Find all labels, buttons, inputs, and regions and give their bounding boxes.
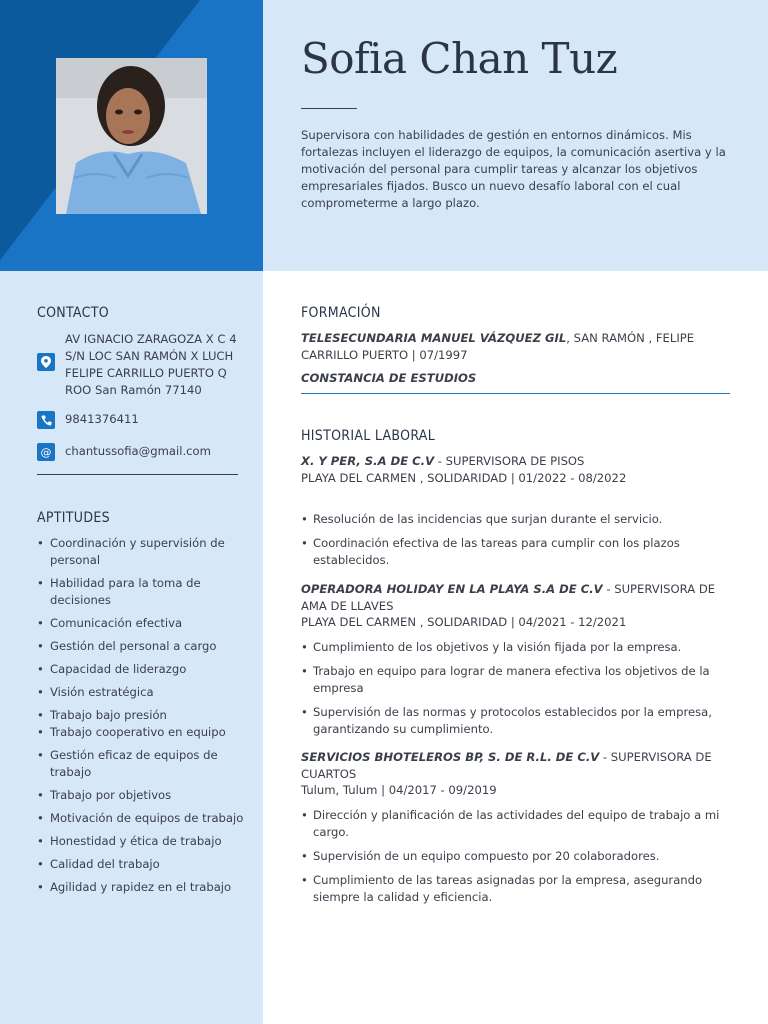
school-name: TELESECUNDARIA MANUEL VÁZQUEZ GIL (301, 331, 567, 345)
job-bullet: • Resolución de las incidencias que surjan durante el servicio. (301, 511, 731, 528)
skill-item: • Calidad del trabajo (37, 856, 252, 873)
job-bullet: • Supervisión de las normas y protocolos establecidos por la empresa, garantizando su cumplimiento. (301, 704, 731, 738)
header-decor (0, 0, 263, 271)
job-location: PLAYA DEL CARMEN , SOLIDARIDAD | 04/2021 - 12/2021 (301, 615, 627, 629)
job-location: Tulum, Tulum | 04/2017 - 09/2019 (301, 783, 497, 797)
profile-photo (56, 58, 207, 214)
candidate-name: Sofia Chan Tuz (301, 34, 618, 83)
skill-item: • Agilidad y rapidez en el trabajo (37, 879, 252, 896)
contact-divider (37, 474, 238, 475)
address-text: AV IGNACIO ZARAGOZA X C 4 S/N LOC SAN RAMÓN X LUCH FELIPE CARRILLO PUERTO Q ROO San Ramón 77140 (65, 332, 237, 397)
location-icon (37, 353, 55, 371)
education-divider (301, 393, 730, 394)
job-bullet: • Trabajo en equipo para lograr de manera efectiva los objetivos de la empresa (301, 663, 731, 697)
job-title-line (301, 581, 731, 615)
job-bullets (301, 639, 731, 738)
education-entry (301, 330, 731, 364)
job-bullet: • Supervisión de un equipo compuesto por 20 colaboradores. (301, 848, 731, 865)
job-company: SERVICIOS BHOTELEROS BP, S. DE R.L. DE C.V (301, 750, 600, 764)
education-heading: FORMACIÓN (301, 305, 381, 321)
job-company: OPERADORA HOLIDAY EN LA PLAYA S.A DE C.V (301, 582, 603, 596)
job-location: PLAYA DEL CARMEN , SOLIDARIDAD | 01/2022 - 08/2022 (301, 471, 627, 485)
contact-phone (37, 411, 242, 429)
email-icon: @ (37, 443, 55, 461)
skill-item: • Trabajo por objetivos (37, 787, 252, 804)
skill-item: • Gestión eficaz de equipos de trabajo (37, 747, 252, 781)
degree-name: CONSTANCIA DE ESTUDIOS (301, 371, 477, 385)
contact-email (37, 443, 242, 461)
job-bullet: • Coordinación efectiva de las tareas para cumplir con los plazos establecidos. (301, 535, 731, 569)
email-text[interactable]: chantussofia@gmail.com (65, 444, 211, 458)
job-bullets (301, 807, 731, 906)
job-bullet: • Dirección y planificación de las actividades del equipo de trabajo a mi cargo. (301, 807, 731, 841)
school-details: , SAN RAMÓN , FELIPE CARRILLO PUERTO | 07/1997 (301, 331, 695, 362)
skill-item: • Gestión del personal a cargo (37, 638, 252, 655)
name-divider (301, 108, 357, 109)
skill-item: • Visión estratégica (37, 684, 252, 701)
education-degree (301, 370, 731, 387)
job-bullet: • Cumplimiento de los objetivos y la visión fijada por la empresa. (301, 639, 731, 656)
job-role: - SUPERVISORA DE PISOS (434, 454, 585, 468)
skill-item: • Comunicación efectiva (37, 615, 252, 632)
job-role: - SUPERVISORA DE CUARTOS (301, 750, 712, 781)
skill-item: • Honestidad y ética de trabajo (37, 833, 252, 850)
skills-list (37, 535, 252, 896)
job-role: - SUPERVISORA DE AMA DE LLAVES (301, 582, 716, 613)
phone-text[interactable]: 9841376411 (65, 412, 139, 426)
job-title-line (301, 453, 731, 470)
job-title-line (301, 749, 731, 783)
work-heading: HISTORIAL LABORAL (301, 428, 436, 444)
skills-heading: APTITUDES (37, 510, 110, 526)
job-company: X. Y PER, S.A DE C.V (301, 454, 435, 468)
job-bullets (301, 511, 731, 569)
skill-item: • Coordinación y supervisión de personal (37, 535, 252, 569)
job-bullet: • Cumplimiento de las tareas asignadas por la empresa, asegurando siempre la calidad y eficiencia. (301, 872, 731, 906)
skill-item: • Motivación de equipos de trabajo (37, 810, 252, 827)
skill-item: • Trabajo bajo presión (37, 707, 252, 724)
contact-heading: CONTACTO (37, 305, 109, 321)
skill-item: • Habilidad para la toma de decisiones (37, 575, 252, 609)
profile-summary: Supervisora con habilidades de gestión en entornos dinámicos. Mis fortalezas incluyen el liderazgo de equipos, la comunicación asertiva y la motivación del personal para cumplir tareas y alcanzar los objetivos empresariales fijados. Busco un nuevo desafío laboral con el cual comprometerme a largo plazo. (301, 128, 726, 210)
skill-item: • Trabajo cooperativo en equipo (37, 724, 252, 741)
skill-item: • Capacidad de liderazgo (37, 661, 252, 678)
phone-icon (37, 411, 55, 429)
contact-address (37, 331, 242, 399)
